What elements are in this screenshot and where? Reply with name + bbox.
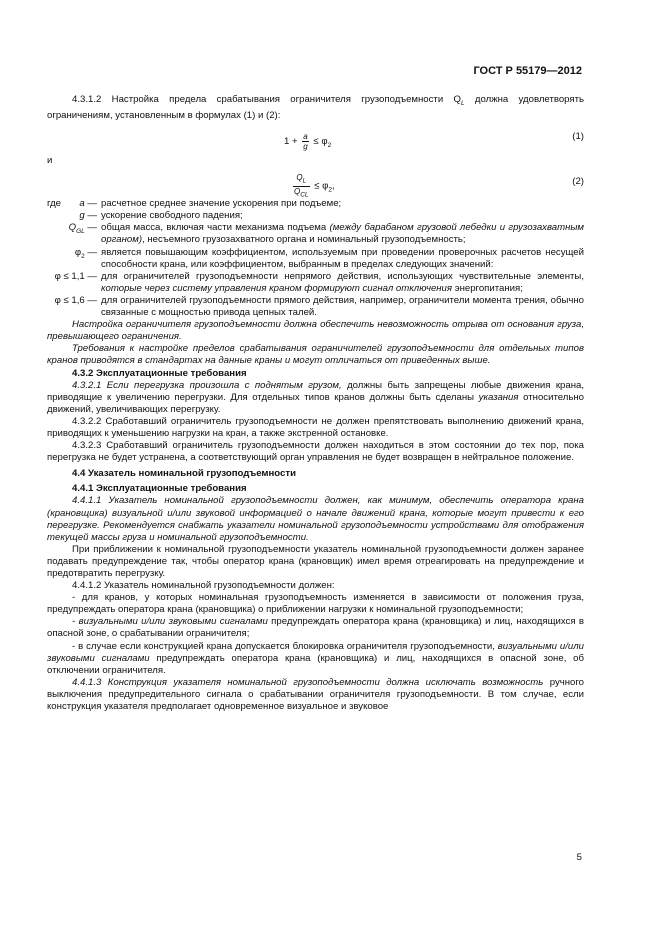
paragraph-4-3-2-2: 4.3.2.2 Сработавший ограничитель грузоподъемности не должен препятствовать выполнению движений крана, приводящих к уменьшению нагрузки на кран, а также экстренной остановке. <box>47 415 584 439</box>
heading-4-4-1: 4.4.1 Эксплуатационные требования <box>72 483 247 495</box>
definition-qgl: $Q_{GL}$ — общая масса, включая части механизма подъема (между барабаном грузовой лебедки и грузозахватным органом), несъемного грузозахватного органа и номинальный грузоподъемность; <box>68 222 584 246</box>
formula-1-number: (1) <box>572 131 584 143</box>
paragraph-4-3-2-1: 4.3.2.1 Если перегрузка произошла с поднятым грузом, должны быть запрещены любые движения крана, приводящие к увеличению перегрузки. Для отдельных типов кранов должны быть сделаны указания относительно движений, увеличивающих перегрузку. <box>47 379 584 415</box>
paragraph-4-3-2-3: 4.3.2.3 Сработавший ограничитель грузоподъемности должен находиться в этом состоянии до тех пор, пока перегрузка не будет устранена, а соответствующий орган управления не будет возвращен в нейтральное положение. <box>47 440 584 464</box>
list-item: - для кранов, у которых номинальная грузоподъемность изменяется в зависимости от положения груза, предупреждать оператора крана (крановщика) о приближении нагрузки к номинальной грузоподъемности; <box>47 592 584 616</box>
formula-2: $\frac{Q_L}{Q_{CL}}$ ≤ $\varphi_2$, (2) <box>294 173 584 199</box>
paragraph-approach: При приближении к номинальной грузоподъемности указатель номинальной грузоподъемности должен заранее подавать предупреждение так, чтобы оператор крана (крановщик) имел время отреагировать на предупреждение и предотвратить перегрузку. <box>47 543 584 579</box>
heading-4-3-2: 4.3.2 Эксплуатационные требования <box>72 367 247 379</box>
list-item: - визуальными и/или звуковыми сигналами предупреждать оператора крана (крановщика) и лиц, находящихся в опасной зоне, о срабатывании ограничителя; <box>47 616 584 640</box>
list-item: - в случае если конструкцией крана допускается блокировка ограничителя грузоподъемности, визуальными и/или звуковыми сигналами предупреждать оператора крана (крановщика) и лиц, находящихся в опасной зоне, об отключении ограничителя. <box>47 640 585 676</box>
conjunction: и <box>47 155 53 167</box>
paragraph-4-4-1-3: 4.4.1.3 Конструкция указателя номинальной грузоподъемности должна исключать возможность ручного выключения предупредительного сигнала о срабатывании ограничителя грузоподъемности. В том случае, если конструкция указателя предполагает одновременное визуальное и звуковое <box>47 676 584 713</box>
paragraph-4-4-1-2: 4.4.1.2 Указатель номинальной грузоподъемности должен: <box>72 580 335 592</box>
paragraph-4-4-1-1: 4.4.1.1 Указатель номинальной грузоподъемности должен, как минимум, обеспечить оператора крана (крановщика) визуальной и/или звуковой информацией о начале движений крана, которые могут привести к его перегрузке. Рекомендуется снабжать указатели номинальной грузоподъемности устройствами для отображения текущей массы груза и номинальной грузоподъемности. <box>47 495 584 543</box>
page-number: 5 <box>576 852 582 863</box>
standard-header: ГОСТ Р 55179—2012 <box>473 65 582 77</box>
document-body <box>47 94 584 713</box>
heading-4-4: 4.4 Указатель номинальной грузоподъемности <box>72 468 296 480</box>
definition-phi-1-6: φ ≤ 1,6 — для ограничителей грузоподъемности прямого действия, например, ограничители момента трения, обычно связанные с мощностью привода цепных талей. <box>54 294 584 319</box>
formula-1: 1 + $\frac{a}{g}$ ≤ $\varphi_2$ (1) <box>284 131 584 152</box>
formula-2-number: (2) <box>572 176 584 188</box>
definition-g: g — ускорение свободного падения; <box>79 210 243 222</box>
paragraph-4-3-1-2: 4.3.1.2 Настройка предела срабатывания ограничителя грузоподъемности $Q_L$ должна удовлетворять ограничениям, установленным в формулах (1) и (2): <box>47 94 584 121</box>
definition-phi2: $\varphi_2$ — является повышающим коэффициентом, используемым при проведении проверочных расчетов несущей способности крана, или коэффициентом, выбранным в пределах следующих значений: <box>74 246 584 270</box>
paragraph-italic-setting: Настройка ограничителя грузоподъемности должна обеспечить невозможность отрыва от основания груза, превышающего ограничения. <box>47 319 584 343</box>
definition-a: где a — расчетное среднее значение ускорения при подъеме; <box>47 198 342 210</box>
definitions-list <box>47 198 584 319</box>
definition-phi-1-1: φ ≤ 1,1 — для ограничителей грузоподъемности непрямого действия, использующих чувствительные элементы, которые через систему управления краном формируют сигнал отключения энергопитания; <box>54 270 584 294</box>
paragraph-italic-requirements: Требования к настройке пределов срабатывания ограничителей грузоподъемности для отдельных типов кранов приводятся в стандартах на данные краны и могут отличаться от приведенных выше. <box>47 343 584 367</box>
